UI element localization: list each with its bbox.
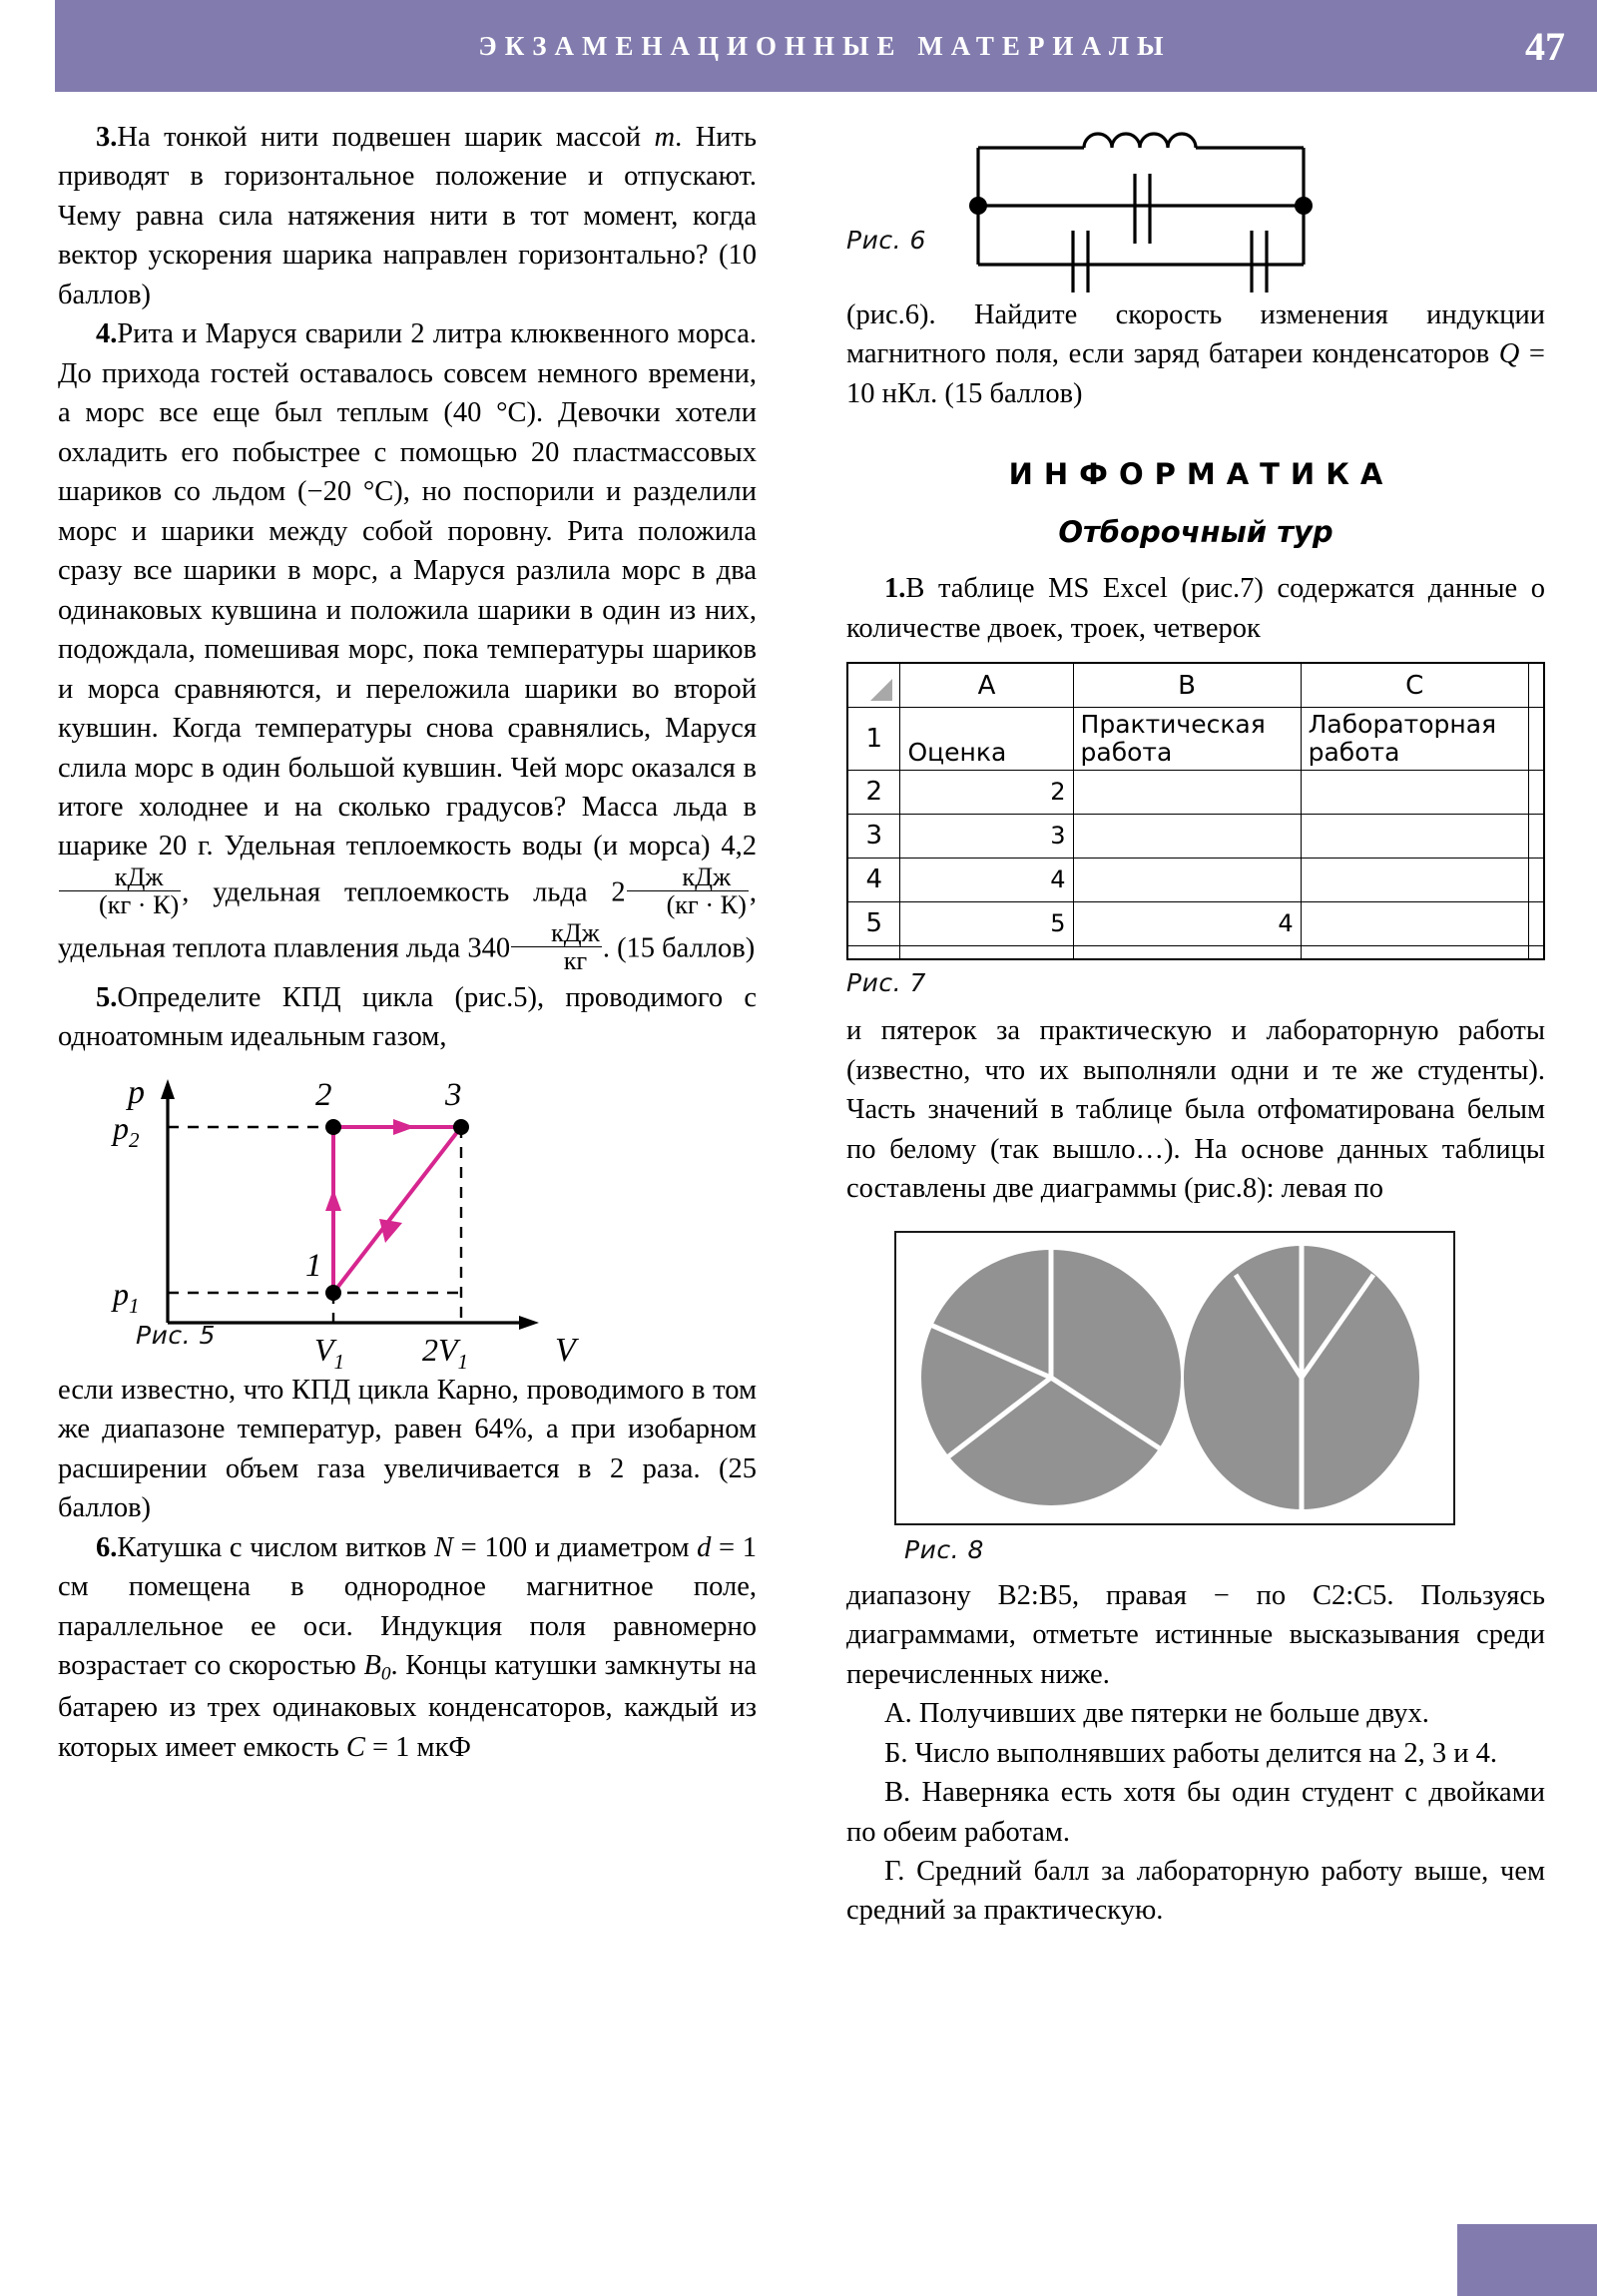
statement-a [846, 1694, 1545, 1733]
problem-6-t1: Катушка с числом витков [117, 1531, 434, 1563]
problem-3-number: 3. [96, 122, 118, 153]
problem-3 [58, 118, 757, 314]
arrow-2-3 [393, 1119, 415, 1135]
symbol-d: d [697, 1531, 712, 1563]
problem-6-cont-t2: = 10 нКл. (15 баллов) [846, 338, 1546, 409]
problem-4-text-mid1: , удельная теплоемкость льда [182, 876, 612, 908]
problem-4-points: . (15 баллов) [602, 932, 756, 964]
node-left [969, 197, 987, 215]
figure-5-pv-diagram [58, 1071, 757, 1371]
corner-triangle-icon [870, 679, 892, 701]
fusion-heat-unit: $\frac{\text{кДж}}{кг}$ [511, 919, 602, 975]
problem-6 [58, 1528, 757, 1768]
y-tick-p2: $p_2$ [113, 1109, 140, 1152]
excel-filler-row [847, 945, 1544, 959]
point-label-1: 1 [305, 1247, 322, 1284]
section-subheading-round: Отборочный тур [1058, 515, 1333, 550]
page-header-banner [55, 0, 1597, 92]
excel-grid[interactable] [846, 662, 1545, 960]
statement-b-label: Б. [884, 1737, 908, 1769]
statement-b [846, 1734, 1545, 1773]
cell-filler-c [1301, 945, 1528, 959]
cell-b2[interactable] [1073, 770, 1301, 814]
row-header-1[interactable]: 1 [847, 707, 900, 770]
heat-capacity-water-unit: $\frac{\text{кДж}}{(кг \cdot К)}$ [59, 863, 181, 919]
point-2 [325, 1119, 341, 1135]
problem-4-text-mid2: , удельная теплота плавления льда [58, 876, 757, 964]
problem-1-number: 1. [884, 573, 906, 605]
cell-c2[interactable] [1301, 770, 1528, 814]
symbol-C: C [345, 1731, 365, 1763]
page-title: ЭКЗАМЕНАЦИОННЫЕ МАТЕРИАЛЫ [478, 30, 1172, 61]
row-header-5[interactable]: 5 [847, 901, 900, 945]
statement-g-text: Средний балл за лабораторную работу выше, чем средний за практическую. [846, 1855, 1546, 1927]
figure-6-circuit-diagram [846, 118, 1545, 295]
row-header-2[interactable]: 2 [847, 770, 900, 814]
cell-a2[interactable]: 2 [900, 770, 1073, 814]
cell-b5[interactable]: 4 [1073, 901, 1301, 945]
column-header-b[interactable]: B [1073, 663, 1301, 707]
x-axis-arrow [519, 1316, 539, 1330]
excel-row-1 [847, 707, 1544, 770]
section-heading-informatics: ИНФОРМАТИКА [1008, 457, 1394, 492]
figure-8-caption: Рис. 8 [904, 1534, 984, 1564]
cell-a3[interactable]: 3 [900, 814, 1073, 858]
excel-row-3 [847, 814, 1544, 858]
problem-6-t2: = 100 и диаметром [452, 1531, 698, 1563]
problem-1-continued: и пятерок за практическую и лабораторную работы (известно, что их выполняли одни и те же студенты). Часть значений в таблице была отфоматирована белым по белому (так вышло…). На основе данных таблицы составлены две диаграммы (рис.8): левая по [846, 1015, 1545, 1205]
problem-6-t3: = 1 см помещена в однородное магнитное поле, параллельное ее оси. Индукция поля равномерно возрастает со скоростью [58, 1531, 757, 1682]
column-header-c[interactable]: C [1301, 663, 1528, 707]
row-4-pad [1528, 858, 1544, 901]
problem-6-cont-t1: (рис.6). Найдите скорость изменения индукции магнитного поля, если заряд батареи конденсаторов [846, 299, 1545, 370]
statement-a-text: Получивших две пятерки не больше двух. [918, 1698, 1429, 1730]
node-right [1295, 197, 1313, 215]
excel-row-5 [847, 901, 1544, 945]
figure-6-caption: Рис. 6 [846, 226, 926, 255]
problem-4-number: 4. [96, 318, 118, 350]
pie-charts-svg [896, 1233, 1451, 1522]
symbol-m: m [654, 122, 676, 153]
figure-5-caption: Рис. 5 [136, 1320, 216, 1350]
column-header-pad [1528, 663, 1544, 707]
figure-7-excel-table [846, 662, 1545, 997]
heat-capacity-water-value: 4,2 [721, 831, 757, 862]
y-axis-arrow [161, 1079, 175, 1099]
cell-c3[interactable] [1301, 814, 1528, 858]
point-label-2: 2 [315, 1076, 332, 1113]
problem-4-text: Рита и Маруся сварили 2 литра клюквенного морса. До прихода гостей оставалось совсем немного времени, а морс все еще был теплым (40 °С). Девочки хотели охладить его побыстрее с помощью 20 пластмассовых шариков со льдом (−20 °С), но поспорили и разделили морс и шарики между собой поровну. Рита положила сразу все шарики в морс, а Маруся разлила морс в два одинаковых кувшина и положила шарики в один из них, подождала, помешивая морс, пока температуры шариков и морса сравняются, и переложила шарики во второй кувшин. Когда температуры снова сравнялись, Маруся слила морс в один большой кувшин. Чей морс оказался в итоге холоднее и на сколько градусов? Масса льда в шарике 20 г. Удельная теплоемкость воды (и морса) [58, 318, 757, 862]
fusion-heat-value: 340 [467, 932, 511, 964]
problem-3-text-part1: На тонкой нити подвешен шарик массой [117, 122, 655, 153]
cell-a4[interactable]: 4 [900, 858, 1073, 901]
problem-1-intro [846, 569, 1545, 648]
heat-capacity-ice-value: 2 [611, 876, 626, 908]
problem-1-continued-2: диапазону B2:B5, правая − по C2:C5. Пользуясь диаграммами, отметьте истинные высказывания среди перечисленных ниже. [846, 1579, 1545, 1690]
left-column [58, 118, 757, 1767]
row-1-pad [1528, 707, 1544, 770]
point-1 [325, 1285, 341, 1301]
row-3-pad [1528, 814, 1544, 858]
right-column [846, 118, 1545, 1931]
point-3 [453, 1119, 469, 1135]
problem-1-text-before: В таблице MS Excel (рис.7) содержатся данные о количестве двоек, троек, четверок [846, 573, 1545, 644]
statement-g-label: Г. [884, 1855, 905, 1887]
symbol-N: N [433, 1531, 453, 1563]
symbol-B0: $B_0$ [363, 1650, 391, 1685]
problem-5-intro [58, 978, 757, 1057]
problem-5-continued: если известно, что КПД цикла Карно, проводимого в том же диапазоне температур, равен 64%, а при изобарном расширении объем газа увеличивается в 2 раза. (25 баллов) [58, 1374, 757, 1524]
cell-b4[interactable] [1073, 858, 1301, 901]
cell-a5[interactable]: 5 [900, 901, 1073, 945]
arrow-1-2 [325, 1189, 341, 1211]
problem-3-text-part2: . Нить приводят в горизонтальное положение и отпускают. Чему равна сила натяжения нити в тот момент, когда вектор ускорения шарика направлен горизонтально? (10 баллов) [58, 122, 757, 310]
arrow-3-1 [379, 1219, 402, 1243]
statement-b-text: Число выполнявших работы делится на 2, 3 и 4. [914, 1737, 1497, 1769]
row-header-3[interactable]: 3 [847, 814, 900, 858]
problem-6-t5: = 1 мкФ [364, 1731, 471, 1763]
column-header-a[interactable]: A [900, 663, 1073, 707]
figure-7-caption: Рис. 7 [846, 968, 926, 998]
y-tick-p1: $p_1$ [113, 1275, 140, 1318]
segment-3-1 [333, 1127, 461, 1293]
excel-row-4 [847, 858, 1544, 901]
inductor-coil-icon [1084, 134, 1196, 148]
problem-6-t4: . Концы катушки замкнуты на батарею из трех одинаковых конденсаторов, каждый из которых имеет емкость [58, 1650, 757, 1763]
pie-chart-left [921, 1250, 1181, 1505]
statement-v-label: В. [884, 1777, 911, 1809]
cell-c1[interactable]: Лабораторная работа [1301, 707, 1528, 770]
row-header-4[interactable]: 4 [847, 858, 900, 901]
excel-column-header-row [847, 663, 1544, 707]
select-all-corner[interactable] [847, 663, 900, 707]
cell-b1[interactable]: Практическая работа [1073, 707, 1301, 770]
circuit-svg [846, 118, 1545, 292]
row-5-pad [1528, 901, 1544, 945]
axis-x-label: V [555, 1331, 576, 1369]
cell-filler-a [900, 945, 1073, 959]
filler-pad [1528, 945, 1544, 959]
x-tick-v1: $V_1$ [314, 1331, 345, 1371]
symbol-Q: Q [1498, 338, 1520, 370]
heat-capacity-ice-unit: $\frac{\text{кДж}}{(кг \cdot К)}$ [627, 863, 749, 919]
cell-b3[interactable] [1073, 814, 1301, 858]
footer-color-block [1457, 2224, 1597, 2296]
excel-row-2 [847, 770, 1544, 814]
problem-6-number: 6. [96, 1531, 118, 1563]
row-2-pad [1528, 770, 1544, 814]
problem-6-continued [846, 295, 1545, 413]
statement-g [846, 1852, 1545, 1931]
cell-c4[interactable] [1301, 858, 1528, 901]
cell-filler-b [1073, 945, 1301, 959]
x-tick-2v1: $2V_1$ [422, 1331, 469, 1371]
page-number: 47 [1525, 23, 1565, 69]
problem-5-text-before: Определите КПД цикла (рис.5), проводимого с одноатомным идеальным газом, [58, 981, 757, 1053]
point-label-3: 3 [445, 1076, 462, 1113]
row-header-filler [847, 945, 900, 959]
cell-c5[interactable] [1301, 901, 1528, 945]
axis-y-label: p [128, 1073, 145, 1111]
pie-chart-right [1184, 1246, 1419, 1509]
statement-v [846, 1773, 1545, 1852]
problem-4 [58, 314, 757, 978]
problem-5-number: 5. [96, 981, 118, 1013]
statement-v-text: Наверняка есть хотя бы один студент с двойками по обеим работам. [846, 1777, 1545, 1848]
figure-8-pie-charts [894, 1231, 1455, 1525]
statement-a-label: А. [884, 1698, 912, 1730]
cell-a1[interactable]: Оценка [900, 707, 1073, 770]
